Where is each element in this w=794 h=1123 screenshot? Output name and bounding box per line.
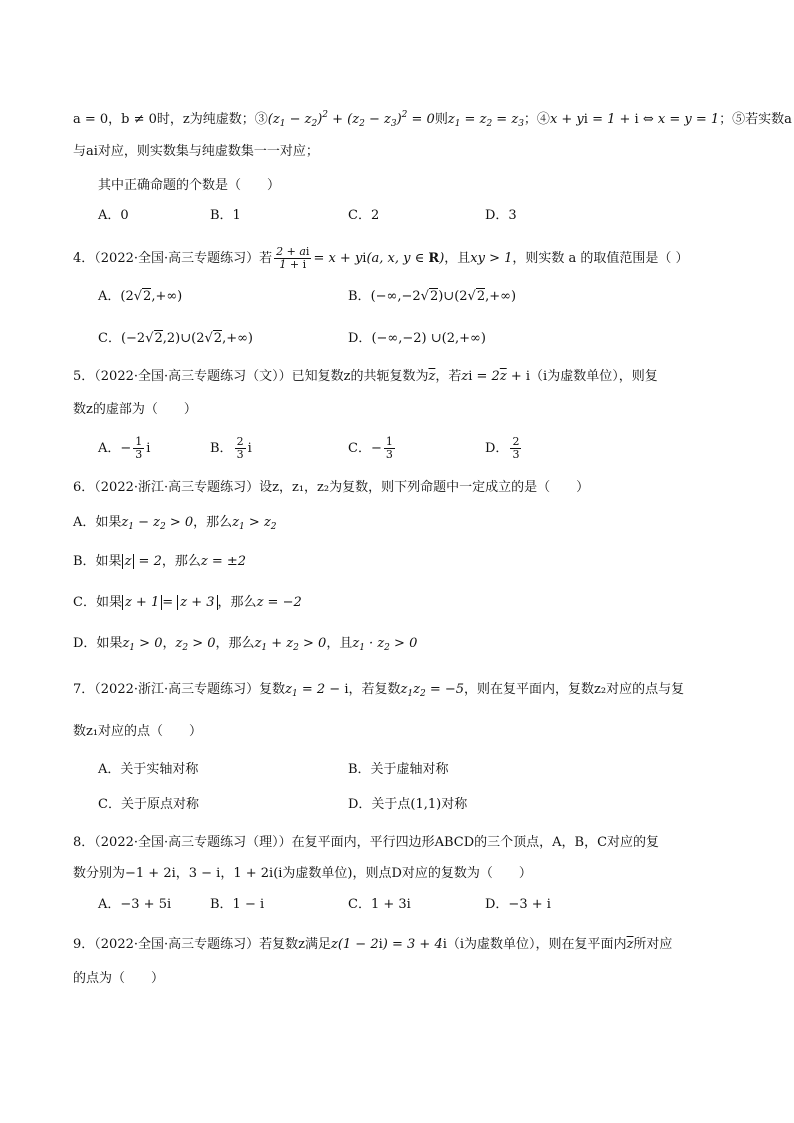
q6-option-d: D．如果$z_1 > 0$，$z_2 > 0$，那么$z_1 + z_2 > 0$，且$z_1 \cdot z_2 > 0$ bbox=[73, 636, 418, 653]
q5-text-c: （i为虚数单位），则复 bbox=[530, 369, 658, 384]
q4-mid: ，且 bbox=[444, 251, 471, 266]
q8-option-d: D．−3 + i bbox=[485, 897, 551, 912]
q3-line2: 与ai对应，则实数集与纯虚数集一一对应； bbox=[73, 144, 319, 159]
q4-option-d-label: D． bbox=[348, 331, 372, 346]
q7-option-d: D．关于点(1,1)对称 bbox=[348, 797, 468, 812]
q5-option-c-label: C． bbox=[348, 441, 371, 456]
q4-fraction: $\frac{2 + ai}{1 + i}$ bbox=[276, 245, 310, 271]
q5-option-a: A．− $\frac{1}{3}$ i bbox=[98, 435, 151, 461]
q6-option-d-mid: ，那么 bbox=[215, 636, 255, 651]
q4-option-d: D．(−∞,−2) ∪(2,+∞) bbox=[348, 331, 486, 346]
q8-line2: 数分别为−1 + 2i，3 − i，1 + 2i(i为虚数单位)，则点D对应的复数为（ ） bbox=[73, 866, 532, 881]
q7-line1: 7．（2022·浙江·高三专题练习）复数$z_1 = 2 - i$，若复数$z_1z_2 = -5$，则在复平面内，复数z₂对应的点与复 bbox=[73, 682, 685, 699]
q4-suffix: ，则实数 a 的取值范围是（ ） bbox=[512, 251, 689, 266]
q3-option-d: D．3 bbox=[485, 208, 517, 223]
q7-text-b: ，若复数 bbox=[348, 682, 401, 697]
q7-text-a: 7．（2022·浙江·高三专题练习）复数 bbox=[73, 682, 286, 697]
q3-option-a: A．0 bbox=[98, 208, 129, 223]
q9-text-c: 所对应 bbox=[633, 937, 673, 952]
q5-equation: zi = $2\overline{z} + i$ bbox=[461, 369, 531, 384]
q3-option-c: C．2 bbox=[348, 208, 380, 223]
q3-text-a: a = 0，b ≠ 0时，z为纯虚数；③ bbox=[73, 112, 268, 127]
q5-option-d-label: D． bbox=[485, 441, 509, 456]
q7-text-c: ，则在复平面内，复数z₂对应的点与复 bbox=[464, 682, 685, 697]
q8-line1: 8．（2022·全国·高三专题练习（理））在复平面内，平行四边形ABCD的三个顶点，A，B，C对应的复 bbox=[73, 835, 660, 850]
q6-option-b-pre: B．如果 bbox=[73, 554, 122, 569]
q6-option-a-pre: A．如果 bbox=[73, 515, 122, 530]
q9-line2: 的点为（ ） bbox=[73, 971, 165, 986]
q6-option-a: A．如果$z_1 - z_2 > 0$，那么$z_1 > z_2$ bbox=[73, 515, 277, 532]
q3-formula-3: x + yi = 1 + i ⇔ x = y = 1 bbox=[549, 112, 720, 127]
q9-text-a: 9．（2022·全国·高三专题练习）若复数z满足 bbox=[73, 937, 331, 952]
q6-option-d-pre: D．如果 bbox=[73, 636, 123, 651]
q3-formula-2: $z_1 = z_2 = z_3$ bbox=[447, 112, 524, 129]
q4-option-c: C．(−2√2,2)∪(2√2,+∞) bbox=[98, 331, 254, 346]
q3-option-b: B．1 bbox=[210, 208, 241, 223]
q4-option-b: B．(−∞,−2√2)∪(2√2,+∞) bbox=[348, 289, 517, 304]
q9-text-b: （i为虚数单位），则在复平面内 bbox=[446, 937, 627, 952]
q8-option-a: A．−3 + 5i bbox=[98, 897, 172, 912]
q3-stem: 其中正确命题的个数是（ ） bbox=[98, 178, 281, 193]
q5-option-c: C．− $\frac{1}{3}$ bbox=[348, 435, 393, 461]
q5-option-b-label: B． bbox=[210, 441, 233, 456]
q5-option-b: B． $\frac{2}{3}$ i bbox=[210, 435, 252, 461]
q5-text-b: ，若 bbox=[435, 369, 462, 384]
q6-option-a-mid: ，那么 bbox=[193, 515, 233, 530]
q9-line1: 9．（2022·全国·高三专题练习）若复数z满足z(1 − 2i) = 3 + 4i（i为虚数单位），则在复平面内$\overline{z}$所对应 bbox=[73, 937, 673, 952]
q3-formula-1: $(z_1 - z_2)^2 + (z_2 - z_3)^2 = 0$ bbox=[267, 110, 435, 129]
q3-text-c: ；④ bbox=[523, 112, 550, 127]
q5-line1 bbox=[73, 367, 658, 387]
q7-option-b: B．关于虚轴对称 bbox=[348, 762, 449, 777]
q6-option-b-mid: ，那么 bbox=[161, 554, 201, 569]
q7-option-a: A．关于实轴对称 bbox=[98, 762, 199, 777]
q4-option-b-label: B． bbox=[348, 289, 371, 304]
q4-option-c-label: C． bbox=[98, 331, 121, 346]
q8-option-c: C．1 + 3i bbox=[348, 897, 411, 912]
q3-line1 bbox=[73, 105, 792, 134]
q6-stem: 6．（2022·浙江·高三专题练习）设z，z₁，z₂为复数，则下列命题中一定成立的是（ ） bbox=[73, 480, 590, 495]
q3-text-b: 则 bbox=[434, 112, 448, 127]
q5-conj-z: $\overline{z}$ bbox=[428, 369, 436, 384]
q4-option-a: A．(2√2,+∞) bbox=[98, 289, 183, 304]
q5-text-a: 5．（2022·全国·高三专题练习（文））已知复数z的共轭复数为 bbox=[73, 369, 429, 384]
q6-option-c-pre: C．如果 bbox=[73, 595, 122, 610]
q5-option-a-label: A． bbox=[98, 441, 121, 456]
q4-formula: = x + yi(a, x, y ∈ R) bbox=[313, 251, 445, 266]
q6-option-b: B．如果 z = 2，那么z = ±2 bbox=[73, 554, 247, 569]
q3-text-d: ；⑤若实数a bbox=[719, 112, 792, 127]
q7-option-c: C．关于原点对称 bbox=[98, 797, 199, 812]
q4-condition: xy > 1 bbox=[470, 251, 513, 266]
q4-prefix: 4．（2022·全国·高三专题练习）若 bbox=[73, 251, 273, 266]
q8-option-b: B．1 − i bbox=[210, 897, 265, 912]
q5-option-d: D． $\frac{2}{3}$ bbox=[485, 435, 520, 461]
q5-line2: 数z的虚部为（ ） bbox=[73, 402, 197, 417]
q6-option-c: C．如果 z + 1 = z + 3 ，那么z = −2 bbox=[73, 595, 302, 610]
q7-line2: 数z₁对应的点（ ） bbox=[73, 724, 203, 739]
q4-stem bbox=[73, 246, 689, 271]
q4-option-a-label: A． bbox=[98, 289, 121, 304]
q6-option-d-end: ，且 bbox=[326, 636, 353, 651]
q6-option-c-mid: ，那么 bbox=[217, 595, 257, 610]
